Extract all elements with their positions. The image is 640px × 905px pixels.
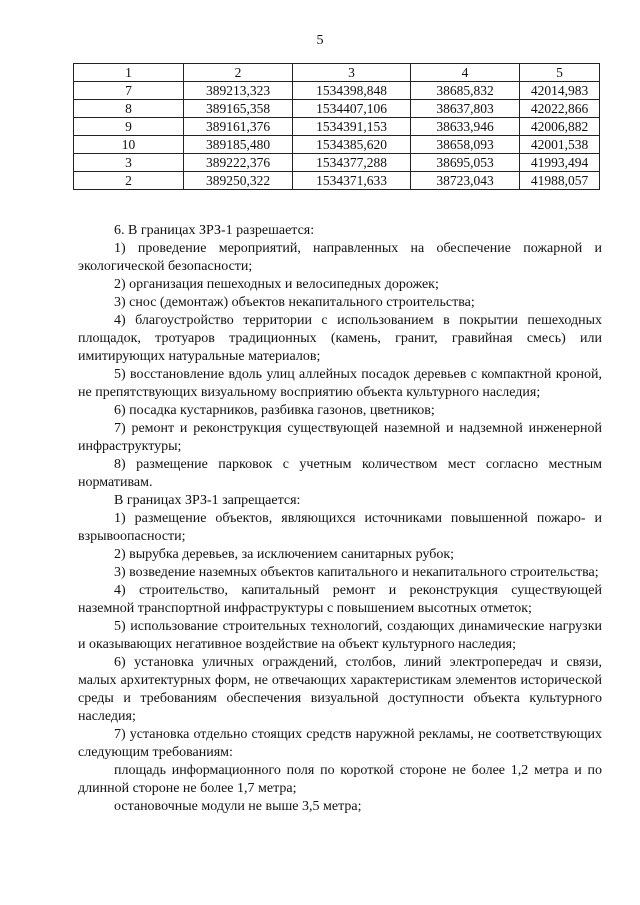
prohibited-item: площадь информационного поля по короткой стороне не более 1,2 метра и по длинной стороне не более 1,7 метра; bbox=[78, 763, 602, 796]
table-cell: 1534385,620 bbox=[293, 136, 411, 154]
table-cell: 38637,803 bbox=[411, 100, 520, 118]
table-cell: 2 bbox=[74, 172, 184, 190]
allowed-item: 2) организация пешеходных и велосипедных дорожек; bbox=[114, 277, 439, 292]
table-cell: 42006,882 bbox=[520, 118, 600, 136]
table-cell: 1534407,106 bbox=[293, 100, 411, 118]
table-cell: 7 bbox=[74, 82, 184, 100]
prohibited-item: 2) вырубка деревьев, за исключением санитарных рубок; bbox=[114, 547, 455, 562]
table-cell: 38695,053 bbox=[411, 154, 520, 172]
allowed-item: 6) посадка кустарников, разбивка газонов, цветников; bbox=[114, 403, 435, 418]
table-cell: 389222,376 bbox=[184, 154, 293, 172]
prohibited-item: 5) использование строительных технологий, создающих динамические нагрузки и оказывающих негативное воздействие на объект культурного наследия; bbox=[78, 619, 602, 652]
page-number: 5 bbox=[316, 33, 324, 48]
table-cell: 10 bbox=[74, 136, 184, 154]
table-cell: 8 bbox=[74, 100, 184, 118]
prohibited-heading: В границах ЗРЗ-1 запрещается: bbox=[114, 493, 301, 508]
table-cell: 389165,358 bbox=[184, 100, 293, 118]
table-row bbox=[74, 100, 600, 118]
header-cell: 3 bbox=[293, 64, 411, 82]
allowed-item: 5) восстановление вдоль улиц аллейных посадок деревьев с компактной кроной, не препятствующих визуальному восприятию объекта культурного наследия; bbox=[78, 367, 602, 400]
table-cell: 38685,832 bbox=[411, 82, 520, 100]
table-row bbox=[74, 82, 600, 100]
header-cell: 4 bbox=[411, 64, 520, 82]
table-row bbox=[74, 172, 600, 190]
prohibited-item: 4) строительство, капитальный ремонт и реконструкция существующей наземной транспортной инфраструктуры с повышением высотных отметок; bbox=[78, 583, 602, 616]
table-row bbox=[74, 136, 600, 154]
prohibited-item: 7) установка отдельно стоящих средств наружной рекламы, не соответствующих следующим требованиям: bbox=[78, 727, 602, 760]
table-cell: 42014,983 bbox=[520, 82, 600, 100]
table-cell: 1534377,288 bbox=[293, 154, 411, 172]
allowed-item: 3) снос (демонтаж) объектов некапитального строительства; bbox=[114, 295, 475, 310]
header-cell: 1 bbox=[74, 64, 184, 82]
document-body bbox=[78, 222, 602, 816]
table-row bbox=[74, 118, 600, 136]
table-cell: 42022,866 bbox=[520, 100, 600, 118]
table-row bbox=[74, 154, 600, 172]
table-cell: 389161,376 bbox=[184, 118, 293, 136]
allowed-item: 4) благоустройство территории с использованием в покрытии пешеходных площадок, тротуаров традиционных (камень, гранит, гравийная смесь) или имитирующих натуральные материалов; bbox=[78, 313, 602, 364]
table-cell: 9 bbox=[74, 118, 184, 136]
prohibited-item: 6) установка уличных ограждений, столбов, линий электропередач и связи, малых архитектурных форм, не отвечающих характеристикам элементов исторической среды и требованиям обеспечения визуальной доступности объекта культурного наследия; bbox=[78, 655, 602, 724]
table-cell: 1534371,633 bbox=[293, 172, 411, 190]
table-cell: 42001,538 bbox=[520, 136, 600, 154]
table-cell: 389185,480 bbox=[184, 136, 293, 154]
table-cell: 38723,043 bbox=[411, 172, 520, 190]
table-cell: 41988,057 bbox=[520, 172, 600, 190]
allowed-item: 8) размещение парковок с учетным количеством мест согласно местным нормативам. bbox=[78, 457, 602, 490]
prohibited-item: 1) размещение объектов, являющихся источниками повышенной пожаро- и взрывоопасности; bbox=[78, 511, 602, 544]
table-cell: 389250,322 bbox=[184, 172, 293, 190]
prohibited-item: 3) возведение наземных объектов капитального и некапитального строительства; bbox=[114, 565, 599, 580]
allowed-item: 1) проведение мероприятий, направленных на обеспечение пожарной и экологической безопасности; bbox=[78, 241, 602, 274]
table-cell: 41993,494 bbox=[520, 154, 600, 172]
table-cell: 38658,093 bbox=[411, 136, 520, 154]
allowed-heading: 6. В границах ЗРЗ-1 разрешается: bbox=[114, 223, 315, 238]
allowed-item: 7) ремонт и реконструкция существующей наземной и надземной инженерной инфраструктуры; bbox=[78, 421, 602, 454]
table-cell: 3 bbox=[74, 154, 184, 172]
header-cell: 2 bbox=[184, 64, 293, 82]
table-cell: 38633,946 bbox=[411, 118, 520, 136]
table-cell: 1534398,848 bbox=[293, 82, 411, 100]
prohibited-item: остановочные модули не выше 3,5 метра; bbox=[114, 799, 362, 814]
table-header-row bbox=[74, 64, 600, 82]
header-cell: 5 bbox=[520, 64, 600, 82]
table-cell: 389213,323 bbox=[184, 82, 293, 100]
coordinates-table bbox=[73, 63, 600, 190]
table-cell: 1534391,153 bbox=[293, 118, 411, 136]
